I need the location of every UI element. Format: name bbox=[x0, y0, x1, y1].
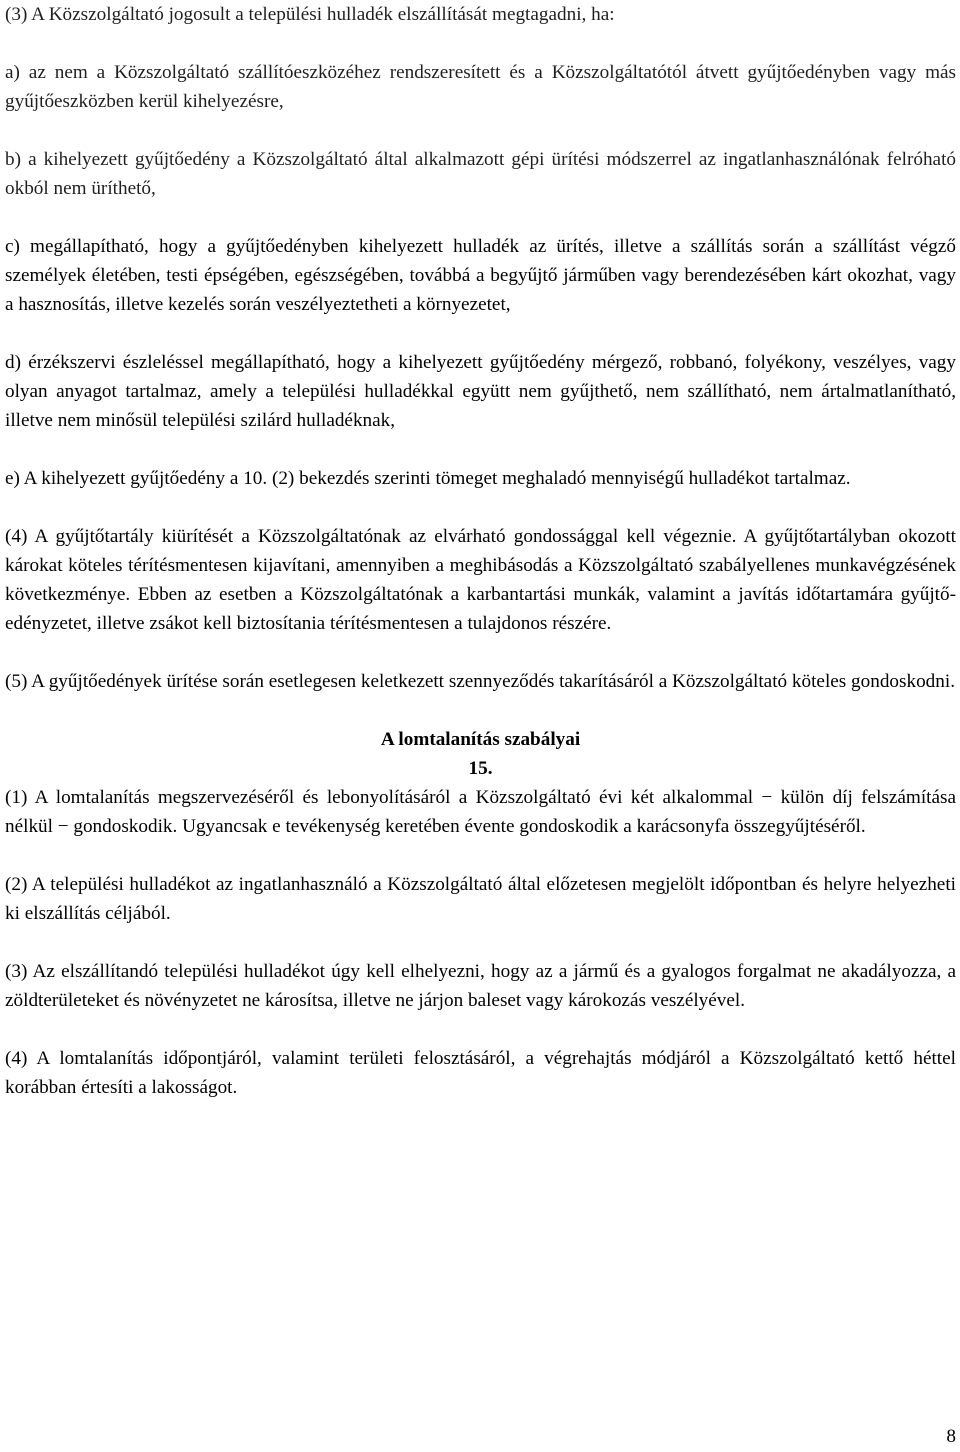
paragraph-3c: c) megállapítható, hogy a gyűjtőedényben kihelyezett hulladék az ürítés, illetve a szállítás során a szállítást végző személyek életében, testi épségében, egészségében, továbbá a begyűjtő járműben vagy berendezésében kárt okozhat, vagy a hasznosítás, illetve kezelés során veszélyeztetheti a környezetet, bbox=[5, 236, 956, 315]
paragraph-3b: b) a kihelyezett gyűjtőedény a Közszolgáltató által alkalmazott gépi ürítési módszerrel az ingatlanhasználónak felróható okból nem üríthető, bbox=[5, 149, 956, 199]
section-heading: A lomtalanítás szabályai bbox=[380, 729, 581, 750]
lomtalanitas-paragraph-3: (3) Az elszállítandó települési hulladékot úgy kell elhelyezni, hogy az a jármű és a gyalogos forgalmat ne akadályozza, a zöldterületeket és növényzetet ne károsítsa, illetve ne járjon baleset vagy károkozás veszélyével. bbox=[5, 961, 956, 1011]
lomtalanitas-paragraph-2: (2) A települési hulladékot az ingatlanhasználó a Közszolgáltató által előzetesen megjelölt időpontban és helyre helyezheti ki elszállítás céljából. bbox=[5, 874, 956, 924]
page-number: 8 bbox=[946, 1426, 956, 1447]
lomtalanitas-paragraph-4: (4) A lomtalanítás időpontjáról, valamint területi felosztásáról, a végrehajtás módjáról a Közszolgáltató kettő héttel korábban értesíti a lakosságot. bbox=[5, 1048, 956, 1098]
paragraph-3-intro: (3) A Közszolgáltató jogosult a települési hulladék elszállítását megtagadni, ha: bbox=[5, 4, 615, 25]
paragraph-4: (4) A gyűjtőtartály kiürítését a Közszolgáltatónak az elvárható gondossággal kell végeznie. A gyűjtőtartályban okozott károkat köteles térítésmentesen kijavítani, amennyiben a meghibásodás a Közszolgáltató szabályellenes munkavégzésének következménye. Ebben az esetben a Közszolgáltatónak a karbantartási munkák, valamint a javítás időtartamára gyűjtő-edényzetet, illetve zsákot kell biztosítania térítésmentesen a tulajdonos részére. bbox=[5, 526, 956, 634]
paragraph-3d: d) érzékszervi észleléssel megállapítható, hogy a kihelyezett gyűjtőedény mérgező, robbanó, folyékony, veszélyes, vagy olyan anyagot tartalmaz, amely a települési hulladékkal együtt nem gyűjthető, nem szállítható, nem ártalmatlanítható, illetve nem minősül települési szilárd hulladéknak, bbox=[5, 352, 956, 431]
paragraph-5: (5) A gyűjtőedények ürítése során esetlegesen keletkezett szennyeződés takarításáról a Közszolgáltató köteles gondoskodni. bbox=[5, 671, 955, 692]
paragraph-3a: a) az nem a Közszolgáltató szállítóeszközéhez rendszeresített és a Közszolgáltatótól átvett gyűjtőedényben vagy más gyűjtőeszközben kerül kihelyezésre, bbox=[5, 62, 956, 112]
paragraph-3e: e) A kihelyezett gyűjtőedény a 10. (2) bekezdés szerinti tömeget meghaladó mennyiségű hulladékot tartalmaz. bbox=[5, 468, 851, 489]
document-page bbox=[5, 0, 956, 1131]
lomtalanitas-paragraph-1: (1) A lomtalanítás megszervezéséről és lebonyolításáról a Közszolgáltató évi két alkalommal − külön díj felszámítása nélkül − gondoskodik. Ugyancsak e tevékenység keretében évente gondoskodik a karácsonyfa összegyűjtéséről. bbox=[5, 787, 956, 837]
section-number: 15. bbox=[468, 758, 493, 779]
